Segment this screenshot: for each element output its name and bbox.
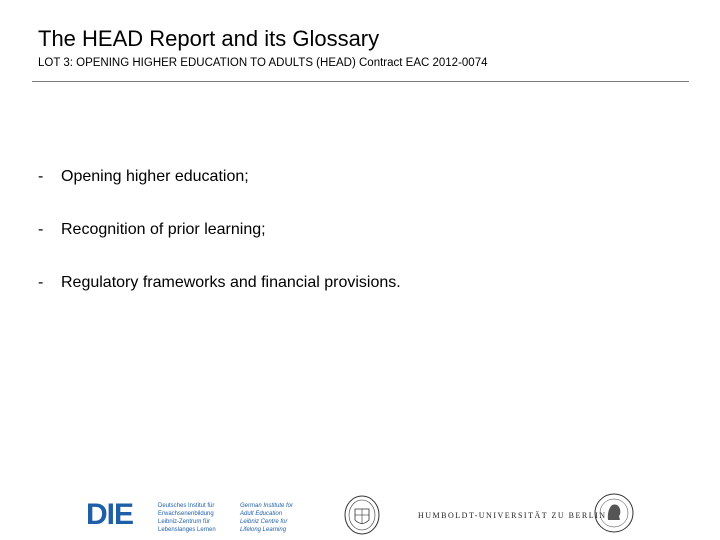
footer-logos: [0, 488, 720, 540]
slide-subtitle: LOT 3: OPENING HIGHER EDUCATION TO ADULTS (HEAD) Contract EAC 2012-0074: [38, 57, 488, 69]
humboldt-seal-icon: [593, 492, 635, 534]
bullet-text: Opening higher education;: [61, 168, 249, 185]
bullet-text: Regulatory frameworks and financial provisions.: [61, 274, 401, 291]
bullet-marker: -: [38, 274, 44, 291]
bullet-item: [38, 168, 401, 194]
die-logo: DIE: [86, 498, 134, 531]
humboldt-university-name: HUMBOLDT-UNIVERSITÄT ZU BERLIN: [418, 511, 607, 520]
die-german-name: Deutsches Institut für Erwachsenenbildung Leibniz-Zentrum für Lebenslanges Lernen: [158, 503, 216, 533]
header-divider: [32, 81, 689, 82]
die-english-name: German Institute for Adult Education Leibniz Centre for Lifelong Learning: [240, 503, 294, 533]
bullet-list: [38, 168, 401, 327]
bullet-item: [38, 221, 401, 247]
university-seal-icon: [343, 494, 381, 536]
slide-title: The HEAD Report and its Glossary: [38, 26, 380, 51]
bullet-marker: -: [38, 168, 44, 185]
bullet-text: Recognition of prior learning;: [61, 221, 266, 238]
bullet-marker: -: [38, 221, 44, 238]
bullet-item: [38, 274, 401, 300]
